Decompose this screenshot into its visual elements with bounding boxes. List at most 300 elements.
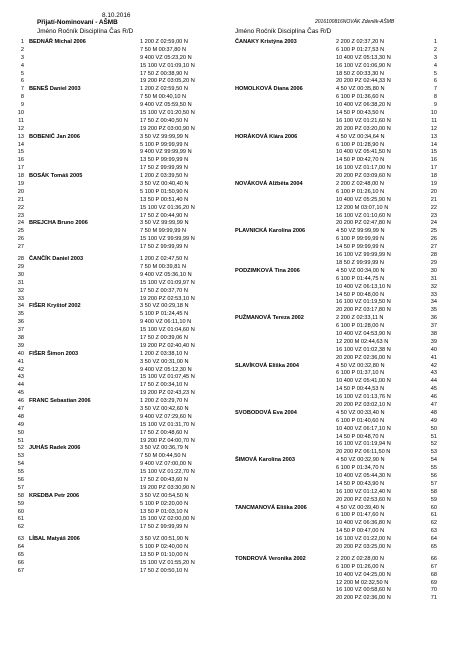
entry-row bbox=[235, 528, 445, 536]
discipline-time: 7 50 M 00:44,50 N bbox=[140, 453, 187, 460]
discipline-time: 20 200 PZ 02:36,00 N bbox=[336, 354, 391, 361]
discipline-time: 17 50 Z 00:38,90 N bbox=[140, 70, 188, 77]
discipline-time: 7 50 M 00:40,10 N bbox=[140, 94, 187, 101]
row-number: 39 bbox=[17, 342, 24, 349]
entry-row bbox=[235, 441, 445, 449]
discipline-time: 17 50 Z 00:40,50 N bbox=[140, 117, 188, 124]
row-number: 43 bbox=[430, 370, 437, 377]
entry-row bbox=[235, 544, 445, 552]
row-number: 20 bbox=[430, 188, 437, 195]
row-number: 46 bbox=[430, 394, 437, 401]
row-number: 33 bbox=[430, 291, 437, 298]
entry-row bbox=[10, 181, 240, 189]
discipline-time: 13 50 P 99:99,99 N bbox=[140, 157, 189, 164]
discipline-time: 2 200 Z 02:48,00 N bbox=[336, 181, 384, 188]
discipline-time: 1 200 Z 03:29,70 N bbox=[140, 398, 188, 405]
entry-row bbox=[235, 505, 445, 513]
discipline-time: 16 100 VZ 01:13,76 N bbox=[336, 394, 391, 401]
row-number: 57 bbox=[430, 480, 437, 487]
discipline-time: 20 200 PZ 02:44,33 N bbox=[336, 78, 391, 85]
discipline-time: 16 100 VZ 01:12,40 N bbox=[336, 488, 391, 495]
row-number: 27 bbox=[17, 244, 24, 251]
swimmer-name: JUHÁS Radek 2006 bbox=[29, 445, 81, 452]
entry-row bbox=[235, 512, 445, 520]
row-number: 29 bbox=[17, 263, 24, 270]
discipline-time: 6 100 P 01:40,60 N bbox=[336, 417, 385, 424]
swimmer-name: PUŽMANOVÁ Tereza 2002 bbox=[235, 315, 304, 322]
entry-row bbox=[235, 86, 445, 94]
entry-row bbox=[10, 303, 240, 311]
swimmer-name: KREDBA Petr 2006 bbox=[29, 492, 80, 499]
entry-row bbox=[235, 481, 445, 489]
row-number: 16 bbox=[17, 157, 24, 164]
entry-row bbox=[235, 102, 445, 110]
entry-row bbox=[235, 94, 445, 102]
discipline-time: 3 50 VZ 00:40,40 N bbox=[140, 181, 189, 188]
discipline-time: 15 100 VZ 01:36,20 N bbox=[140, 204, 195, 211]
entry-row bbox=[10, 359, 240, 367]
row-number: 5 bbox=[433, 70, 437, 77]
row-number: 62 bbox=[17, 524, 24, 531]
entry-row bbox=[10, 568, 240, 576]
discipline-time: 1 200 Z 03:38,10 N bbox=[140, 350, 188, 357]
discipline-time: 18 50 Z 99:99,99 N bbox=[336, 259, 384, 266]
entry-row bbox=[235, 520, 445, 528]
row-number: 67 bbox=[430, 563, 437, 570]
row-number: 35 bbox=[430, 307, 437, 314]
swimmer-name: HORÁKOVÁ Klára 2006 bbox=[235, 133, 298, 140]
discipline-time: 16 100 VZ 01:17,00 N bbox=[336, 165, 391, 172]
entry-row bbox=[10, 453, 240, 461]
entry-row bbox=[235, 181, 445, 189]
discipline-time: 20 200 PZ 02:53,60 N bbox=[336, 496, 391, 503]
discipline-time: 15 100 VZ 01:09,97 N bbox=[140, 279, 195, 286]
row-number: 69 bbox=[430, 579, 437, 586]
swimmer-name: FIŠER Kryštof 2002 bbox=[29, 303, 81, 310]
right-column bbox=[235, 39, 445, 603]
entry-row bbox=[235, 386, 445, 394]
entry-row bbox=[235, 299, 445, 307]
entry-row bbox=[235, 284, 445, 292]
swimmer-name: BREJCHA Bruno 2006 bbox=[29, 220, 88, 227]
entry-row bbox=[235, 205, 445, 213]
discipline-time: 10 400 VZ 05:41,50 N bbox=[336, 149, 391, 156]
row-number: 9 bbox=[20, 102, 24, 109]
row-number: 13 bbox=[430, 133, 437, 140]
discipline-time: 7 50 M 00:37,80 N bbox=[140, 46, 187, 53]
row-number: 28 bbox=[430, 252, 437, 259]
entry-row bbox=[10, 335, 240, 343]
swimmer-name: ČANČÍK Daniel 2003 bbox=[29, 256, 84, 263]
entry-row bbox=[235, 55, 445, 63]
row-number: 39 bbox=[430, 338, 437, 345]
entry-row bbox=[235, 564, 445, 572]
entry-row bbox=[10, 71, 240, 79]
row-number: 31 bbox=[430, 275, 437, 282]
discipline-time: 2 200 Z 02:37,20 N bbox=[336, 39, 384, 45]
entry-row bbox=[235, 572, 445, 580]
row-number: 60 bbox=[430, 504, 437, 511]
entry-row bbox=[10, 197, 240, 205]
row-number: 10 bbox=[430, 110, 437, 117]
discipline-time: 16 100 VZ 01:02,38 N bbox=[336, 346, 391, 353]
row-number: 66 bbox=[430, 555, 437, 562]
entry-row bbox=[10, 228, 240, 236]
discipline-time: 14 50 P 00:42,70 N bbox=[336, 157, 385, 164]
entry-row bbox=[235, 126, 445, 134]
row-number: 7 bbox=[433, 86, 437, 93]
discipline-time: 16 100 VZ 01:19,50 N bbox=[336, 299, 391, 306]
discipline-time: 9 400 VZ 05:36,10 N bbox=[140, 271, 192, 278]
row-number: 42 bbox=[17, 366, 24, 373]
entry-row bbox=[235, 149, 445, 157]
entry-row bbox=[235, 134, 445, 142]
discipline-time: 9 400 VZ 99:99,99 N bbox=[140, 149, 192, 156]
entry-row bbox=[235, 165, 445, 173]
row-number: 40 bbox=[430, 346, 437, 353]
entry-row bbox=[10, 493, 240, 501]
discipline-time: 6 100 P 01:26,00 N bbox=[336, 563, 385, 570]
row-number: 7 bbox=[20, 86, 24, 93]
entry-row bbox=[10, 536, 240, 544]
row-number: 52 bbox=[430, 441, 437, 448]
entry-row bbox=[235, 189, 445, 197]
row-number: 61 bbox=[430, 512, 437, 519]
discipline-time: 14 50 P 00:43,50 N bbox=[336, 110, 385, 117]
entry-row bbox=[10, 55, 240, 63]
row-number: 48 bbox=[430, 409, 437, 416]
discipline-time: 10 400 VZ 04:53,90 N bbox=[336, 330, 391, 337]
entry-row bbox=[235, 213, 445, 221]
row-number: 63 bbox=[430, 528, 437, 535]
discipline-time: 19 200 PZ 02:53,10 N bbox=[140, 295, 195, 302]
entry-row bbox=[235, 465, 445, 473]
entry-row bbox=[10, 264, 240, 272]
entry-row bbox=[10, 39, 240, 47]
discipline-time: 3 50 VZ 00:42,60 N bbox=[140, 405, 189, 412]
entry-row bbox=[10, 414, 240, 422]
row-number: 54 bbox=[430, 457, 437, 464]
discipline-time: 14 50 P 00:44,53 N bbox=[336, 386, 385, 393]
entry-row bbox=[235, 71, 445, 79]
row-number: 31 bbox=[17, 279, 24, 286]
discipline-time: 5 100 P 01:24,45 N bbox=[140, 311, 189, 318]
row-number: 11 bbox=[431, 117, 437, 124]
entry-row bbox=[235, 315, 445, 323]
swimmer-name: BENEŠ Daniel 2003 bbox=[29, 86, 81, 93]
entry-row bbox=[10, 406, 240, 414]
entry-row bbox=[10, 110, 240, 118]
discipline-time: 10 400 VZ 05:41,00 N bbox=[336, 378, 391, 385]
discipline-time: 3 50 VZ 00:29,18 N bbox=[140, 303, 189, 310]
discipline-time: 17 50 Z 00:39,06 N bbox=[140, 334, 188, 341]
row-number: 3 bbox=[20, 54, 24, 61]
row-number: 47 bbox=[430, 401, 437, 408]
entry-row bbox=[235, 228, 445, 236]
entry-row bbox=[235, 323, 445, 331]
discipline-time: 20 200 PZ 03:17,80 N bbox=[336, 307, 391, 314]
row-number: 4 bbox=[20, 62, 24, 69]
entry-row bbox=[235, 173, 445, 181]
entry-row bbox=[10, 319, 240, 327]
row-number: 22 bbox=[430, 204, 437, 211]
row-number: 4 bbox=[433, 62, 437, 69]
row-number: 36 bbox=[17, 319, 24, 326]
swimmer-name: BOSÁK Tomáš 2005 bbox=[29, 173, 83, 180]
discipline-time: 12 200 M 02:44,63 N bbox=[336, 338, 389, 345]
entry-row bbox=[10, 244, 240, 252]
row-number: 59 bbox=[430, 496, 437, 503]
column-header-right: Jméno Ročník Disciplína Čas R/D bbox=[235, 28, 332, 35]
row-number: 63 bbox=[17, 536, 24, 543]
row-number: 23 bbox=[430, 212, 437, 219]
swimmer-name: LÍBAL Matyáš 2006 bbox=[29, 536, 80, 543]
row-number: 26 bbox=[17, 236, 24, 243]
swimmer-name: ŠIMOVÁ Karolína 2003 bbox=[235, 457, 295, 464]
row-number: 58 bbox=[17, 492, 24, 499]
discipline-time: 1 200 Z 03:39,50 N bbox=[140, 173, 188, 180]
discipline-time: 15 100 VZ 01:22,70 N bbox=[140, 469, 195, 476]
discipline-time: 3 50 VZ 00:54,50 N bbox=[140, 492, 189, 499]
row-number: 50 bbox=[17, 429, 24, 436]
entry-row bbox=[10, 189, 240, 197]
entry-row bbox=[10, 430, 240, 438]
row-number: 68 bbox=[430, 571, 437, 578]
entry-row bbox=[10, 351, 240, 359]
row-number: 43 bbox=[17, 374, 24, 381]
entry-row bbox=[10, 390, 240, 398]
row-number: 57 bbox=[17, 484, 24, 491]
swimmer-name: PODZIMKOVÁ Tina 2006 bbox=[235, 267, 300, 274]
left-column bbox=[10, 39, 240, 576]
row-number: 59 bbox=[17, 500, 24, 507]
entry-row bbox=[10, 220, 240, 228]
entry-row bbox=[235, 473, 445, 481]
row-number: 29 bbox=[430, 259, 437, 266]
discipline-time: 19 200 PZ 04:00,70 N bbox=[140, 437, 195, 444]
entry-row bbox=[235, 587, 445, 595]
row-number: 42 bbox=[430, 362, 437, 369]
discipline-time: 15 100 VZ 01:07,45 N bbox=[140, 374, 195, 381]
row-number: 67 bbox=[17, 567, 24, 574]
swimmer-name: TANCMANOVÁ Eliška 2006 bbox=[235, 504, 307, 511]
entry-row bbox=[235, 457, 445, 465]
row-number: 15 bbox=[430, 149, 437, 156]
entry-row bbox=[10, 86, 240, 94]
discipline-time: 19 200 PZ 03:05,20 N bbox=[140, 78, 195, 85]
entry-row bbox=[235, 402, 445, 410]
entry-row bbox=[235, 355, 445, 363]
row-number: 21 bbox=[17, 196, 24, 203]
entry-row bbox=[235, 536, 445, 544]
row-number: 19 bbox=[17, 181, 24, 188]
entry-row bbox=[10, 205, 240, 213]
entry-row bbox=[235, 110, 445, 118]
swimmer-name: TONDROVÁ Veronika 2002 bbox=[235, 555, 306, 562]
discipline-time: 2 200 Z 02:28,00 N bbox=[336, 555, 384, 562]
discipline-time: 4 50 VZ 00:32,80 N bbox=[336, 362, 385, 369]
discipline-time: 14 50 P 00:43,90 N bbox=[336, 480, 385, 487]
report-author-info: 2016100816NOVÁK Zdeněk-AŠMB bbox=[315, 19, 395, 25]
row-number: 21 bbox=[430, 196, 437, 203]
discipline-time: 19 200 PZ 02:43,23 N bbox=[140, 390, 195, 397]
entry-row bbox=[10, 165, 240, 173]
entry-row bbox=[10, 469, 240, 477]
discipline-time: 15 100 VZ 99:99,99 N bbox=[140, 236, 195, 243]
discipline-time: 4 50 VZ 00:35,80 N bbox=[336, 86, 385, 93]
discipline-time: 1 200 Z 02:47,50 N bbox=[140, 256, 188, 263]
row-number: 30 bbox=[430, 267, 437, 274]
row-number: 9 bbox=[433, 102, 437, 109]
row-number: 54 bbox=[17, 461, 24, 468]
row-number: 61 bbox=[17, 516, 24, 523]
entry-row bbox=[235, 268, 445, 276]
entry-row bbox=[10, 343, 240, 351]
discipline-time: 6 100 P 01:47,60 N bbox=[336, 512, 385, 519]
row-number: 1 bbox=[433, 39, 437, 45]
row-number: 28 bbox=[17, 256, 24, 263]
swimmer-name: NOVÁKOVÁ Alžběta 2004 bbox=[235, 181, 303, 188]
entry-row bbox=[235, 331, 445, 339]
row-number: 2 bbox=[20, 46, 24, 53]
entry-row bbox=[235, 378, 445, 386]
row-number: 64 bbox=[17, 544, 24, 551]
row-number: 8 bbox=[433, 94, 437, 101]
row-number: 64 bbox=[430, 536, 437, 543]
swimmer-name: SVOBODOVÁ Eva 2004 bbox=[235, 409, 297, 416]
row-number: 6 bbox=[433, 78, 437, 85]
discipline-time: 5 100 P 02:20,00 N bbox=[140, 500, 189, 507]
discipline-time: 4 50 VZ 00:34,64 N bbox=[336, 133, 385, 140]
row-number: 14 bbox=[430, 141, 437, 148]
discipline-time: 6 100 P 01:34,70 N bbox=[336, 465, 385, 472]
discipline-time: 6 100 P 01:27,53 N bbox=[336, 46, 385, 53]
entry-row bbox=[10, 311, 240, 319]
discipline-time: 14 50 P 00:47,00 N bbox=[336, 528, 385, 535]
row-number: 12 bbox=[430, 125, 437, 132]
discipline-time: 10 400 VZ 05:44,30 N bbox=[336, 472, 391, 479]
swimmer-name: SLAVÍKOVÁ Eliška 2004 bbox=[235, 362, 299, 369]
entry-row bbox=[235, 370, 445, 378]
discipline-time: 6 100 P 01:26,10 N bbox=[336, 188, 385, 195]
entry-row bbox=[235, 394, 445, 402]
discipline-time: 20 200 PZ 03:25,00 N bbox=[336, 544, 391, 550]
entry-row bbox=[235, 489, 445, 497]
row-number: 55 bbox=[430, 465, 437, 472]
swimmer-name: FRANC Sebastian 2006 bbox=[29, 398, 91, 405]
discipline-time: 10 400 VZ 06:36,80 N bbox=[336, 520, 391, 527]
row-number: 18 bbox=[17, 173, 24, 180]
discipline-time: 20 200 PZ 02:36,00 N bbox=[336, 595, 391, 602]
swimmer-name: BEDNÁŘ Michal 2006 bbox=[29, 39, 86, 45]
entry-row bbox=[10, 272, 240, 280]
row-number: 49 bbox=[17, 421, 24, 428]
row-number: 8 bbox=[20, 94, 24, 101]
discipline-time: 3 50 VZ 99:99,99 N bbox=[140, 133, 189, 140]
entry-row bbox=[235, 363, 445, 371]
entry-row bbox=[235, 260, 445, 268]
entry-row bbox=[235, 292, 445, 300]
discipline-time: 10 400 VZ 06:17,10 N bbox=[336, 425, 391, 432]
entry-row bbox=[10, 280, 240, 288]
discipline-time: 15 100 VZ 01:09,10 N bbox=[140, 62, 195, 69]
discipline-time: 15 100 VZ 01:55,20 N bbox=[140, 559, 195, 566]
row-number: 2 bbox=[433, 46, 437, 53]
entry-row bbox=[235, 39, 445, 47]
row-number: 51 bbox=[17, 437, 24, 444]
discipline-time: 17 50 Z 00:44,90 N bbox=[140, 212, 188, 219]
entry-row bbox=[10, 134, 240, 142]
discipline-time: 9 400 VZ 05:12,30 N bbox=[140, 366, 192, 373]
row-number: 16 bbox=[430, 157, 437, 164]
row-number: 11 bbox=[18, 117, 24, 124]
swimmer-name: FIŠER Šimon 2003 bbox=[29, 350, 79, 357]
row-number: 53 bbox=[17, 453, 24, 460]
row-number: 17 bbox=[17, 165, 24, 172]
entry-row bbox=[10, 524, 240, 532]
row-number: 38 bbox=[17, 334, 24, 341]
discipline-time: 5 100 P 01:50,90 N bbox=[140, 188, 189, 195]
entry-row bbox=[10, 142, 240, 150]
row-number: 25 bbox=[17, 228, 24, 235]
discipline-time: 9 400 VZ 07:00,00 N bbox=[140, 461, 192, 468]
entry-row bbox=[10, 477, 240, 485]
row-number: 5 bbox=[20, 70, 24, 77]
entry-row bbox=[10, 560, 240, 568]
row-number: 58 bbox=[430, 488, 437, 495]
entry-row bbox=[235, 339, 445, 347]
discipline-time: 2 200 Z 02:33,11 N bbox=[336, 315, 384, 322]
row-number: 56 bbox=[17, 476, 24, 483]
swimmer-name: BOBENIČ Jan 2006 bbox=[29, 133, 80, 140]
row-number: 33 bbox=[17, 295, 24, 302]
discipline-time: 7 50 M 99:99,99 N bbox=[140, 228, 187, 235]
row-number: 47 bbox=[17, 405, 24, 412]
entry-row bbox=[235, 307, 445, 315]
discipline-time: 10 400 VZ 05:13,30 N bbox=[336, 54, 391, 61]
entry-row bbox=[235, 556, 445, 564]
discipline-time: 4 50 VZ 00:32,90 N bbox=[336, 457, 385, 464]
row-number: 25 bbox=[430, 228, 437, 235]
row-number: 24 bbox=[17, 220, 24, 227]
discipline-time: 10 400 VZ 06:13,10 N bbox=[336, 283, 391, 290]
discipline-time: 12 200 M 03:07,10 N bbox=[336, 204, 389, 211]
discipline-time: 4 50 VZ 00:34,00 N bbox=[336, 267, 385, 274]
discipline-time: 14 50 P 00:48,70 N bbox=[336, 433, 385, 440]
discipline-time: 10 400 VZ 04:25,00 N bbox=[336, 571, 391, 578]
row-number: 60 bbox=[17, 508, 24, 515]
entry-row bbox=[10, 173, 240, 181]
column-header-left: Jméno Ročník Disciplína Čas R/D bbox=[37, 28, 134, 35]
entry-row bbox=[235, 197, 445, 205]
discipline-time: 9 400 VZ 07:29,60 N bbox=[140, 413, 192, 420]
row-number: 44 bbox=[430, 378, 437, 385]
row-number: 41 bbox=[17, 358, 24, 365]
entry-row bbox=[235, 118, 445, 126]
discipline-time: 13 50 P 00:51,40 N bbox=[140, 196, 189, 203]
swimmer-name: HOMOLKOVÁ Diana 2006 bbox=[235, 86, 303, 93]
row-number: 65 bbox=[17, 552, 24, 558]
row-number: 51 bbox=[430, 433, 437, 440]
row-number: 22 bbox=[17, 204, 24, 211]
row-number: 34 bbox=[17, 303, 24, 310]
discipline-time: 17 50 Z 00:34,10 N bbox=[140, 382, 188, 389]
discipline-time: 6 100 P 01:44,75 N bbox=[336, 275, 385, 282]
discipline-time: 20 200 PZ 03:02,10 N bbox=[336, 401, 391, 408]
entry-row bbox=[10, 288, 240, 296]
entry-row bbox=[235, 347, 445, 355]
discipline-time: 15 100 VZ 01:04,60 N bbox=[140, 327, 195, 334]
